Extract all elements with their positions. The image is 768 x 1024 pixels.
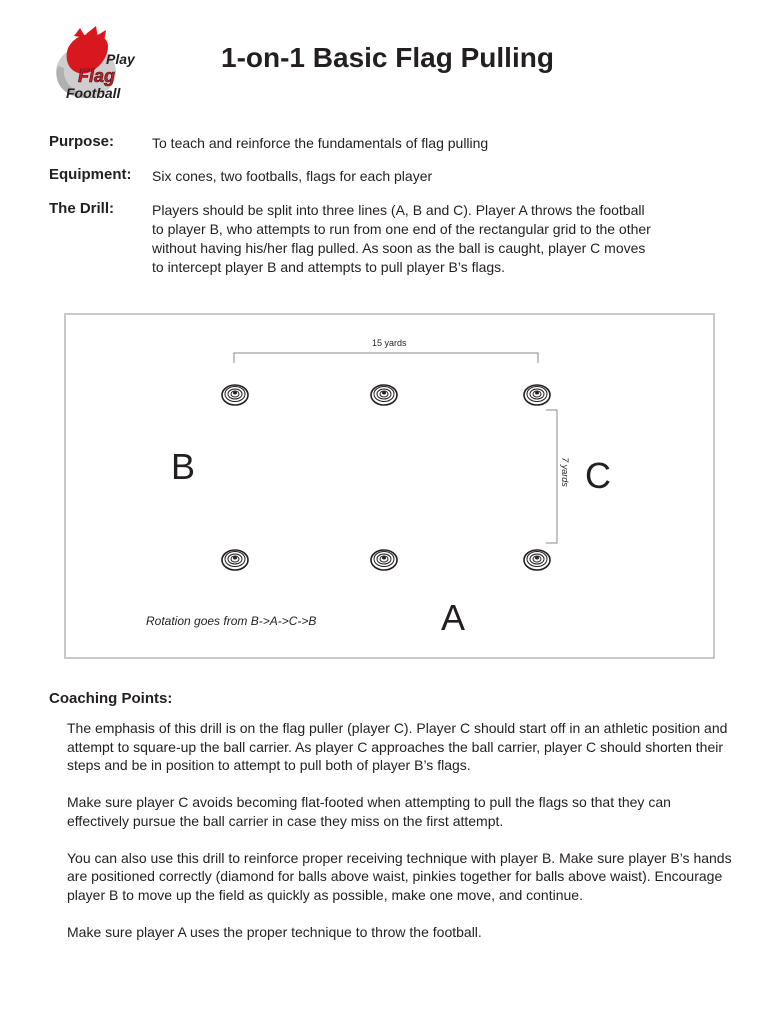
purpose-value: To teach and reinforce the fundamentals of flag pulling <box>152 135 489 151</box>
purpose-label: Purpose: <box>49 133 115 150</box>
height-dimension-label: 7 yards <box>559 457 570 487</box>
equipment-label: Equipment: <box>49 166 132 183</box>
cone-icon <box>222 550 248 570</box>
drill-diagram <box>64 313 715 659</box>
page-title: 1-on-1 Basic Flag Pulling <box>221 42 554 73</box>
svg-text:Football: Football <box>66 85 121 101</box>
play-flag-football-logo <box>46 26 156 104</box>
player-b-label: B <box>171 446 196 487</box>
rotation-note: Rotation goes from B->A->C->B <box>146 614 317 628</box>
cone-icon <box>524 385 550 405</box>
coaching-points-heading: Coaching Points: <box>49 690 173 707</box>
player-c-label: C <box>585 455 611 496</box>
coaching-paragraph: You can also use this drill to reinforce proper receiving technique with player B. Make sure player B’s hands are positioned correctly (diamond for balls above waist, pinkies together for balls above waist). Encourage player B to move up the field as quickly as possible, make one move, and continue. <box>67 849 732 903</box>
svg-text:Play: Play <box>106 51 135 67</box>
coaching-points-body <box>67 719 732 960</box>
drill-value: Players should be split into three lines (A, B and C). Player A throws the football to player B, who attempts to run from one end of the rectangular grid to the other without having his/her flag pulled. As soon as the ball is caught, player C moves to intercept player B and attempts to pull player B’s flags. <box>152 202 651 275</box>
coaching-paragraph: Make sure player C avoids becoming flat-footed when attempting to pull the flags so that they can effectively pursue the ball carrier in case they miss on the first attempt. <box>67 794 671 829</box>
equipment-value: Six cones, two footballs, flags for each player <box>152 168 433 184</box>
player-a-label: A <box>441 597 466 638</box>
cone-icon <box>222 385 248 405</box>
width-dimension-label: 15 yards <box>372 338 407 348</box>
coaching-paragraph: The emphasis of this drill is on the flag puller (player C). Player C should start off in an athletic position and attempt to square-up the ball carrier. As player C approaches the ball carrier, player C should shorten their steps and be in position to attempt to pull both of player B’s flags. <box>67 720 728 773</box>
coaching-paragraph: Make sure player A uses the proper technique to throw the football. <box>67 923 482 940</box>
diagram-lines <box>66 315 713 657</box>
drill-label: The Drill: <box>49 200 115 217</box>
svg-text:Flag: Flag <box>78 66 116 86</box>
cone-icon <box>524 550 550 570</box>
cone-icon <box>371 385 397 405</box>
cone-icon <box>371 550 397 570</box>
logo-graphic <box>46 26 156 104</box>
